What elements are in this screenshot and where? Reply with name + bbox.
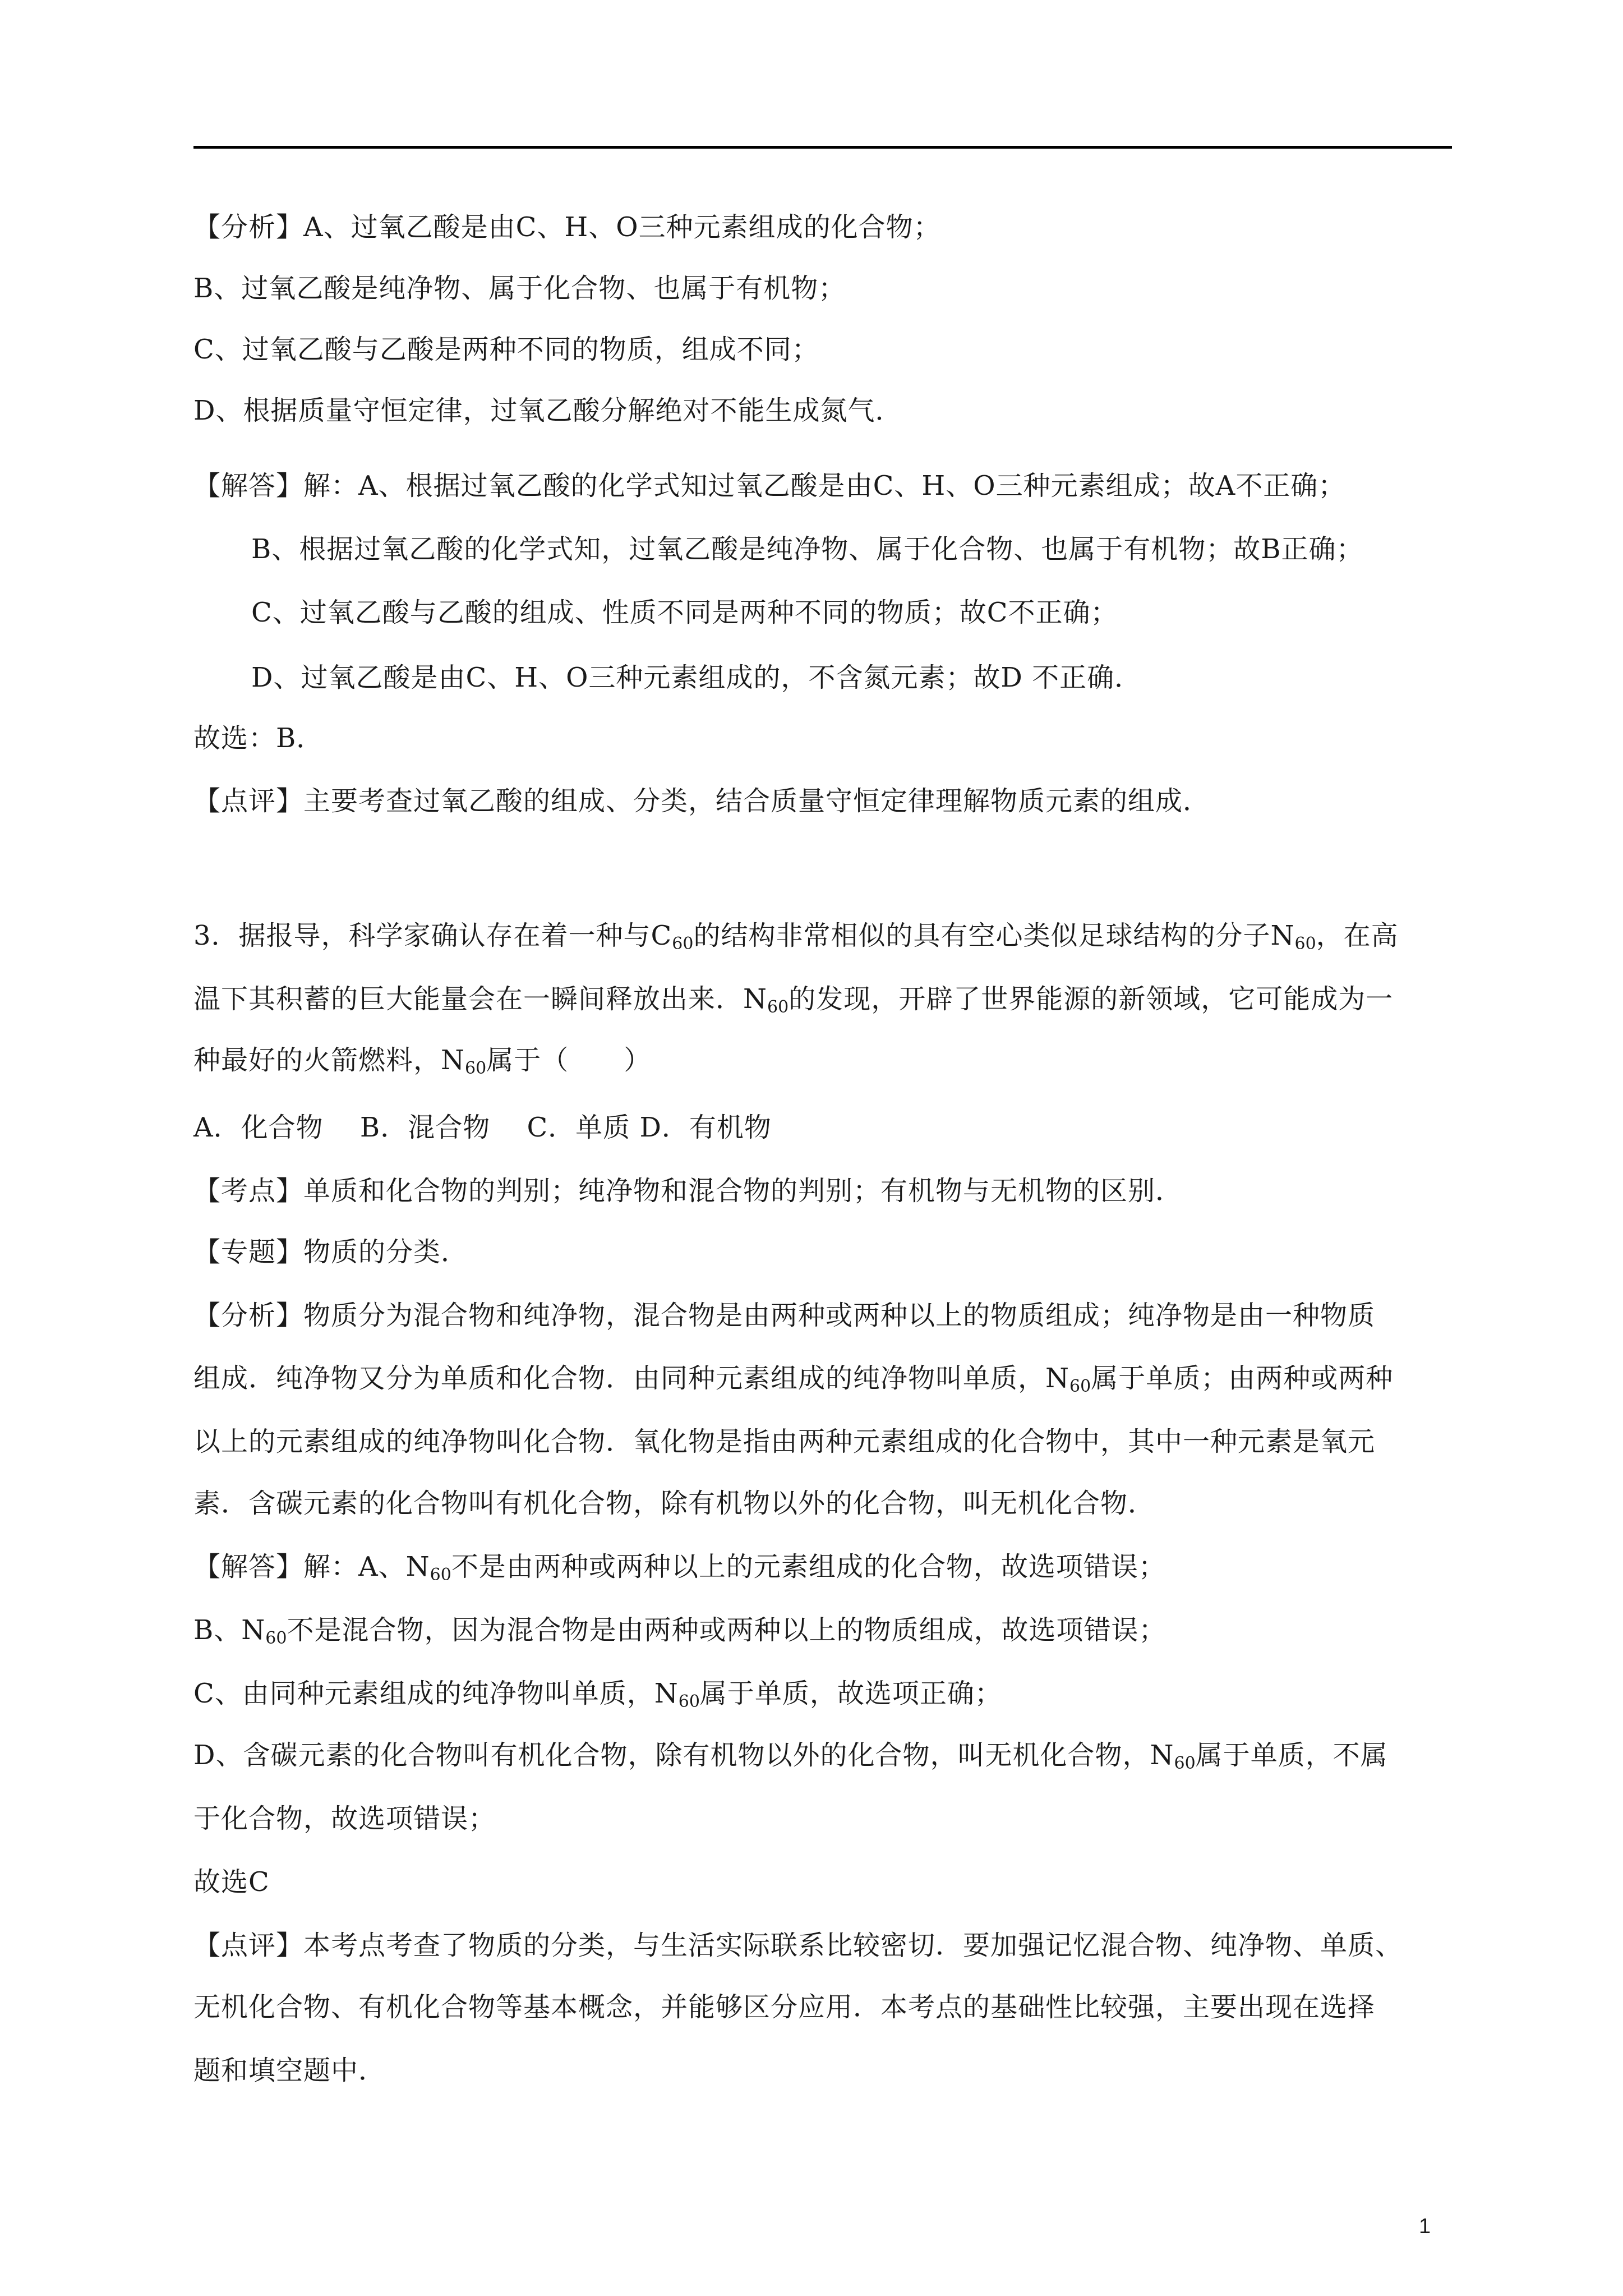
q2-analysis-line: C、过氧乙酸与乙酸是两种不同的物质，组成不同；: [193, 334, 819, 365]
q3-analysis-line: 以上的元素组成的纯净物叫化合物．氧化物是指由两种元素组成的化合物中，其中一种元素是氧元: [193, 1426, 1376, 1457]
q3-choice: 故选C: [193, 1866, 270, 1898]
q2-comment: 【点评】主要考查过氧乙酸的组成、分类，结合质量守恒定律理解物质元素的组成．: [193, 785, 1211, 817]
q3-analysis-line: 素．含碳元素的化合物叫有机化合物，除有机物以外的化合物，叫无机化合物．: [193, 1488, 1156, 1519]
q2-analysis-line: B、过氧乙酸是纯净物、属于化合物、也属于有机物；: [193, 273, 846, 304]
q3-analysis-line: 【分析】物质分为混合物和纯净物，混合物是由两种或两种以上的物质组成；纯净物是由一种物质: [193, 1300, 1376, 1331]
q3-stem-line: 3．据报导，科学家确认存在着一种与$C_{60}$的结构非常相似的具有空心类似足球结构的分子$N_{60}$，在高: [193, 920, 1399, 954]
q3-stem-line: 种最好的火箭燃料，$N_{60}$属于（ ）: [193, 1045, 652, 1078]
q3-comment-line: 题和填空题中．: [193, 2055, 386, 2086]
q3-answer-line: C、由同种元素组成的纯净物叫单质，$N_{60}$属于单质，故选项正确；: [193, 1678, 1002, 1711]
q2-answer-line: D、过氧乙酸是由C、H、O三种元素组成的，不含氮元素；故D 不正确．: [251, 662, 1142, 693]
q3-answer-line: B、$N_{60}$不是混合物，因为混合物是由两种或两种以上的物质组成，故选项错误；: [193, 1614, 1166, 1648]
q2-answer-line: B、根据过氧乙酸的化学式知，过氧乙酸是纯净物、属于化合物、也属于有机物；故B正确；: [251, 533, 1364, 565]
q3-zhuanti: 【专题】物质的分类．: [193, 1236, 469, 1268]
q2-analysis-line: 【分析】A、过氧乙酸是由C、H、O三种元素组成的化合物；: [193, 211, 941, 243]
q2-answer-line: 【解答】解：A、根据过氧乙酸的化学式知过氧乙酸是由C、H、O三种元素组成；故A不正确；: [193, 470, 1346, 501]
q3-comment-line: 【点评】本考点考查了物质的分类，与生活实际联系比较密切．要加强记忆混合物、纯净物、单质、: [193, 1930, 1403, 1961]
q3-analysis-line: 组成．纯净物又分为单质和化合物．由同种元素组成的纯净物叫单质，$N_{60}$属于单质；由两种或两种: [193, 1363, 1394, 1396]
q3-stem-line: 温下其积蓄的巨大能量会在一瞬间释放出来．$N_{60}$的发现，开辟了世界能源的新领域，它可能成为一: [193, 983, 1394, 1017]
q3-answer-line: 【解答】解：A、$N_{60}$不是由两种或两种以上的元素组成的化合物，故选项错误；: [193, 1551, 1166, 1585]
q2-analysis-line: D、根据质量守恒定律，过氧乙酸分解绝对不能生成氮气．: [193, 395, 903, 426]
q3-comment-line: 无机化合物、有机化合物等基本概念，并能够区分应用．本考点的基础性比较强，主要出现在选择: [193, 1991, 1376, 2023]
page-number: 1: [1419, 2215, 1431, 2238]
q3-answer-line: D、含碳元素的化合物叫有机化合物，除有机物以外的化合物，叫无机化合物，$N_{60}$属于单质，不属: [193, 1740, 1388, 1773]
q3-kaodian: 【考点】单质和化合物的判别；纯净物和混合物的判别；有机物与无机物的区别．: [193, 1175, 1183, 1207]
q3-options: A．化合物 B．混合物 C．单质 D．有机物: [193, 1112, 772, 1143]
q2-choice: 故选：B．: [193, 723, 324, 754]
q3-answer-line: 于化合物，故选项错误；: [193, 1803, 496, 1834]
q2-answer-line: C、过氧乙酸与乙酸的组成、性质不同是两种不同的物质；故C不正确；: [251, 597, 1118, 628]
header-rule: [193, 146, 1452, 149]
